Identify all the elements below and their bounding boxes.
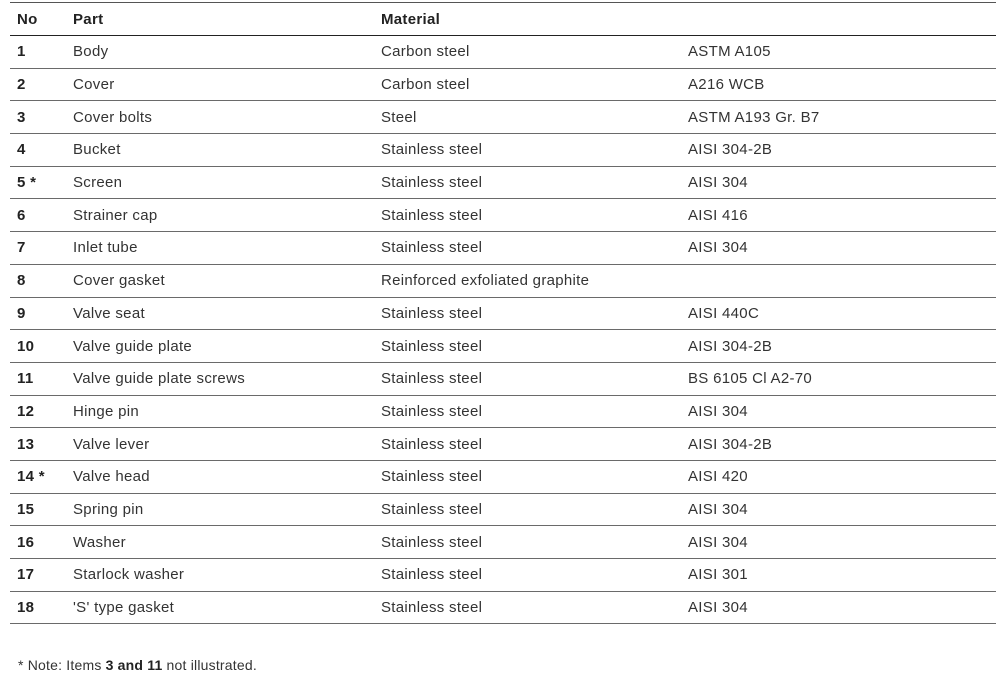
cell-part: Cover bolts bbox=[73, 108, 153, 126]
cell-no: 1 bbox=[17, 43, 26, 61]
footnote-suffix: not illustrated. bbox=[162, 657, 257, 673]
table-row bbox=[10, 101, 996, 134]
cell-part: 'S' type gasket bbox=[73, 599, 175, 617]
cell-material: Stainless steel bbox=[381, 206, 483, 224]
cell-no: 4 bbox=[17, 141, 26, 159]
table-row bbox=[10, 494, 996, 527]
cell-no: 11 bbox=[17, 370, 34, 388]
cell-part: Body bbox=[73, 43, 109, 61]
cell-standard: AISI 304 bbox=[688, 174, 748, 192]
cell-part: Screen bbox=[73, 174, 123, 192]
cell-material: Stainless steel bbox=[381, 174, 483, 192]
cell-no: 7 bbox=[17, 239, 26, 257]
cell-no: 6 bbox=[17, 206, 26, 224]
cell-standard: AISI 304 bbox=[688, 599, 748, 617]
cell-part: Strainer cap bbox=[73, 206, 158, 224]
cell-standard: AISI 304 bbox=[688, 239, 748, 257]
cell-standard: AISI 304 bbox=[688, 402, 748, 420]
cell-part: Valve guide plate bbox=[73, 337, 193, 355]
cell-part: Valve lever bbox=[73, 435, 150, 453]
cell-material: Carbon steel bbox=[381, 76, 470, 94]
cell-no: 15 bbox=[17, 500, 35, 518]
cell-standard: AISI 301 bbox=[688, 566, 748, 584]
cell-no: 2 bbox=[17, 76, 26, 94]
cell-standard: AISI 304 bbox=[688, 500, 748, 518]
cell-part: Valve guide plate screws bbox=[73, 370, 246, 388]
cell-no: 5 * bbox=[17, 174, 37, 192]
cell-part: Hinge pin bbox=[73, 402, 140, 420]
cell-material: Stainless steel bbox=[381, 304, 483, 322]
cell-part: Spring pin bbox=[73, 500, 144, 518]
cell-standard: BS 6105 Cl A2-70 bbox=[688, 370, 813, 388]
table-row bbox=[10, 36, 996, 69]
cell-no: 10 bbox=[17, 337, 35, 355]
cell-no: 12 bbox=[17, 402, 35, 420]
cell-standard: A216 WCB bbox=[688, 76, 765, 94]
header-part: Part bbox=[73, 10, 104, 28]
cell-no: 16 bbox=[17, 533, 35, 551]
cell-material: Stainless steel bbox=[381, 468, 483, 486]
cell-standard: AISI 304-2B bbox=[688, 337, 773, 355]
cell-material: Stainless steel bbox=[381, 141, 483, 159]
cell-standard: AISI 304 bbox=[688, 533, 748, 551]
cell-material: Stainless steel bbox=[381, 599, 483, 617]
table-row bbox=[10, 69, 996, 102]
cell-standard: AISI 416 bbox=[688, 206, 748, 224]
cell-material: Stainless steel bbox=[381, 370, 483, 388]
table-row bbox=[10, 461, 996, 494]
cell-material: Stainless steel bbox=[381, 337, 483, 355]
footnote bbox=[18, 657, 257, 673]
cell-part: Cover gasket bbox=[73, 272, 165, 290]
cell-material: Steel bbox=[381, 108, 417, 126]
table-row bbox=[10, 265, 996, 298]
footnote-prefix: * Note: Items bbox=[18, 657, 106, 673]
cell-standard: AISI 304-2B bbox=[688, 435, 773, 453]
cell-part: Starlock washer bbox=[73, 566, 185, 584]
table-row bbox=[10, 232, 996, 265]
table-row bbox=[10, 396, 996, 429]
table-row bbox=[10, 330, 996, 363]
footnote-items: 3 and 11 bbox=[105, 657, 163, 673]
cell-material: Reinforced exfoliated graphite bbox=[381, 272, 590, 290]
header-no: No bbox=[17, 10, 38, 28]
cell-part: Valve head bbox=[73, 468, 150, 486]
table-row bbox=[10, 559, 996, 592]
cell-part: Washer bbox=[73, 533, 126, 551]
cell-no: 8 bbox=[17, 272, 26, 290]
cell-material: Stainless steel bbox=[381, 533, 483, 551]
table-row bbox=[10, 134, 996, 167]
cell-material: Carbon steel bbox=[381, 43, 470, 61]
cell-material: Stainless steel bbox=[381, 402, 483, 420]
table-body bbox=[10, 36, 996, 624]
table-row bbox=[10, 428, 996, 461]
cell-part: Valve seat bbox=[73, 304, 145, 322]
cell-material: Stainless steel bbox=[381, 239, 483, 257]
table-header-row bbox=[10, 3, 996, 36]
cell-standard: AISI 420 bbox=[688, 468, 748, 486]
table-row bbox=[10, 363, 996, 396]
cell-part: Inlet tube bbox=[73, 239, 138, 257]
table-row bbox=[10, 298, 996, 331]
cell-standard: ASTM A105 bbox=[688, 43, 771, 61]
cell-no: 14 * bbox=[17, 468, 45, 486]
cell-no: 13 bbox=[17, 435, 35, 453]
table-row bbox=[10, 199, 996, 232]
cell-material: Stainless steel bbox=[381, 500, 483, 518]
table-row bbox=[10, 592, 996, 625]
cell-no: 3 bbox=[17, 108, 26, 126]
cell-no: 9 bbox=[17, 304, 26, 322]
cell-part: Cover bbox=[73, 76, 115, 94]
parts-table bbox=[10, 2, 996, 624]
table-row bbox=[10, 526, 996, 559]
cell-no: 18 bbox=[17, 599, 35, 617]
cell-material: Stainless steel bbox=[381, 435, 483, 453]
cell-standard: AISI 440C bbox=[688, 304, 760, 322]
cell-part: Bucket bbox=[73, 141, 121, 159]
table-row bbox=[10, 167, 996, 200]
cell-material: Stainless steel bbox=[381, 566, 483, 584]
cell-no: 17 bbox=[17, 566, 35, 584]
cell-standard: ASTM A193 Gr. B7 bbox=[688, 108, 820, 126]
header-material: Material bbox=[381, 10, 441, 28]
cell-standard: AISI 304-2B bbox=[688, 141, 773, 159]
